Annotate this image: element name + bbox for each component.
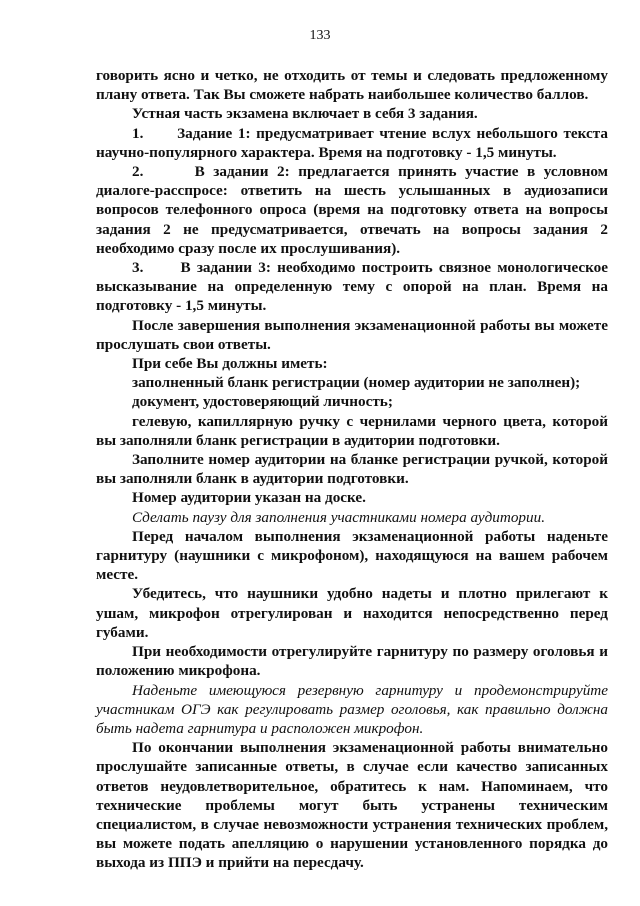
page-number: 133 <box>309 28 331 43</box>
paragraph-task-3: 3. В задании 3: необходимо построить связное монологическое высказывание на определенную тему с опорой на план. Время на подготовку - 1,5 минуты. <box>96 259 612 315</box>
instruction-pause: Сделать паузу для заполнения участниками номера аудитории. <box>132 508 545 526</box>
paragraph-after-exam: После завершения выполнения экзаменационной работы вы можете прослушать свои ответы. <box>96 316 608 353</box>
paragraph-oral-part-intro: Устная часть экзамена включает в себя 3 задания. <box>132 105 478 123</box>
paragraph-item-registration-form: заполненный бланк регистрации (номер аудитории не заполнен); <box>132 374 581 392</box>
paragraph-must-have: При себе Вы должны иметь: <box>132 355 328 373</box>
paragraph-item-id-document: документ, удостоверяющий личность; <box>132 393 393 411</box>
document-body <box>96 66 612 873</box>
paragraph-put-on-headset: Перед началом выполнения экзаменационной работы наденьте гарнитуру (наушники с микрофоном), находящуюся на вашем рабочем месте. <box>96 527 608 584</box>
paragraph-continuation: говорить ясно и четко, не отходить от темы и следовать предложенному плану ответа. Так Вы сможете набрать наибольшее количество баллов. <box>96 67 608 104</box>
paragraph-task-1: 1. Задание 1: предусматривает чтение вслух небольшого текста научно-популярного характера. Время на подготовку - 1,5 минуты. <box>96 124 612 161</box>
paragraph-check-headset: Убедитесь, что наушники удобно надеты и плотно прилегают к ушам, микрофон отрегулирован и находится непосредственно перед губами. <box>96 585 608 641</box>
paragraph-room-number-on-board: Номер аудитории указан на доске. <box>132 489 366 507</box>
instruction-demonstrate-headset: Наденьте имеющуюся резервную гарнитуру и продемонстрируйте участникам ОГЭ как регулировать размер оголовья, как правильно должна быть надета гарнитура и расположен микрофон. <box>96 681 608 737</box>
paragraph-after-exam-listen: По окончании выполнения экзаменационной работы внимательно прослушайте записанные ответы, в случае если качество записанных ответов неудовлетворительное, обратитесь к нам. Напоминаем, что технические проблемы могут быть устранены техническим специалистом, в случае невозможности устранения технических проблем, вы можете подать апелляцию о нарушении установленного порядка до выхода из ППЭ и прийти на пересдачу. <box>96 739 608 872</box>
paragraph-task-2: 2. В задании 2: предлагается принять участие в условном диалоге-расспросе: ответить на шесть услышанных в аудиозаписи вопросов телефонного опроса (время на подготовку ответа на вопросы задания 2 не предусматривается, отвечать на вопросы задания 2 необходимо сразу после их прослушивания). <box>96 163 612 257</box>
paragraph-fill-room-number: Заполните номер аудитории на бланке регистрации ручкой, которой вы заполняли бланк в аудитории подготовки. <box>96 451 608 488</box>
paragraph-item-pen: гелевую, капиллярную ручку с чернилами черного цвета, которой вы заполняли бланк регистрации в аудитории подготовки. <box>96 412 608 449</box>
paragraph-adjust-headset: При необходимости отрегулируйте гарнитуру по размеру оголовья и положению микрофона. <box>96 643 608 680</box>
